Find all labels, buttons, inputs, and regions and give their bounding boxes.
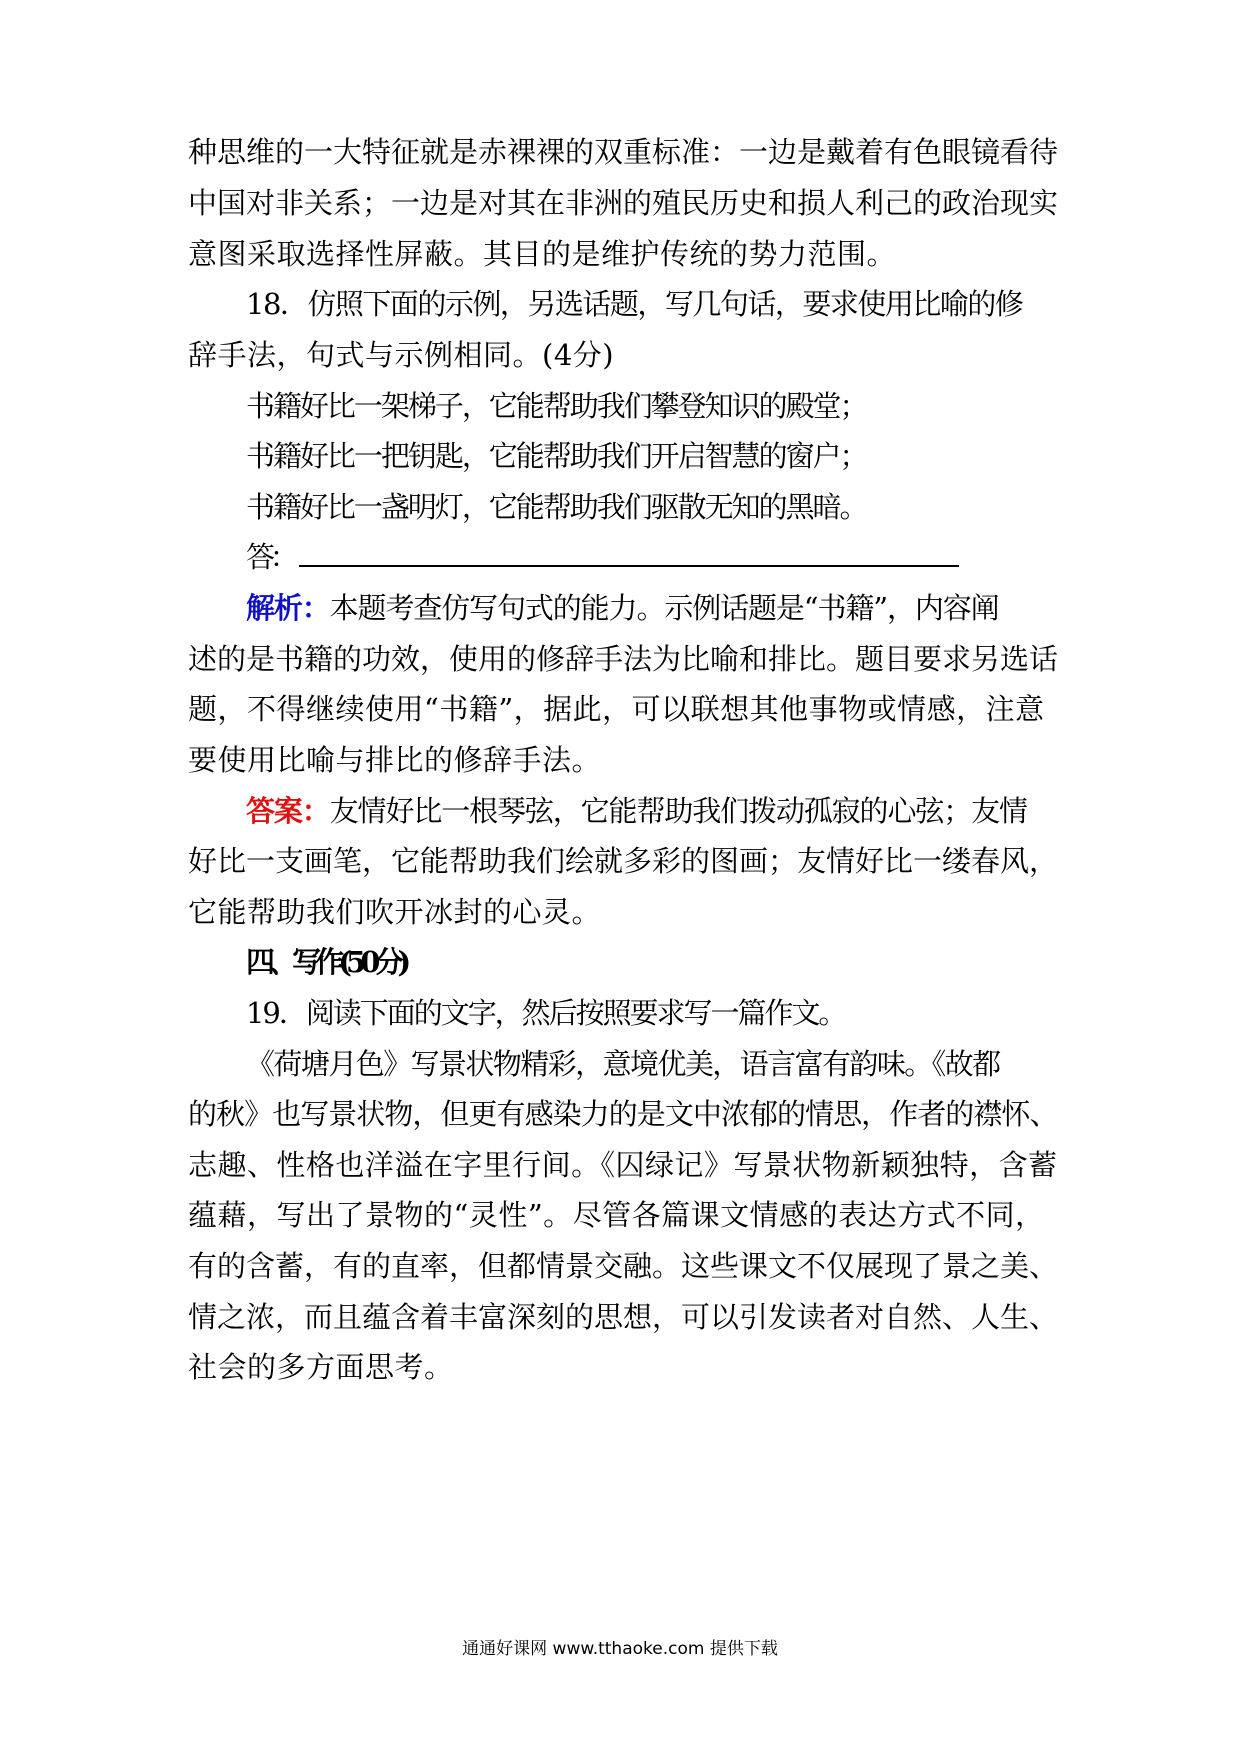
prompt-line: 社会的多方面思考。	[188, 1350, 454, 1384]
paragraph-line: 中国对非关系；一边是对其在非洲的殖民历史和损人利己的政治现实	[188, 186, 1059, 220]
answer-line: 好比一支画笔，它能帮助我们绘就多彩的图画；友情好比一缕春风，	[188, 844, 1059, 878]
analysis-line	[246, 588, 1116, 628]
answer-blank-row	[246, 537, 1116, 577]
prompt-line: 的秋》也写景状物，但更有感染力的是文中浓郁的情思，作者的襟怀、	[188, 1097, 1058, 1131]
answer-label: 答：	[246, 540, 294, 574]
prompt-line: 《荷塘月色》写景状物精彩，意境优美，语言富有韵味。《故都	[246, 1047, 1000, 1081]
analysis-line: 要使用比喻与排比的修辞手法。	[188, 743, 602, 777]
example-line: 书籍好比一盏明灯，它能帮助我们驱散无知的黑暗。	[246, 490, 867, 524]
prompt-line: 有的含蓄，有的直率，但都情景交融。这些课文不仅展现了景之美、	[188, 1249, 1059, 1283]
analysis-label: 解析：	[246, 591, 330, 625]
answer-underline	[299, 539, 959, 567]
example-line: 书籍好比一架梯子，它能帮助我们攀登知识的殿堂；	[246, 389, 867, 423]
answer-line: 它能帮助我们吹开冰封的心灵。	[188, 895, 602, 929]
prompt-line: 蕴藉，写出了景物的“灵性”。尽管各篇课文情感的表达方式不同，	[188, 1198, 1045, 1232]
question-18-line: 辞手法，句式与示例相同。(4分)	[188, 338, 615, 372]
example-line: 书籍好比一把钥匙，它能帮助我们开启智慧的窗户；	[246, 439, 867, 473]
answer-line	[246, 791, 1116, 831]
answer-text: 友情好比一根琴弦，它能帮助我们拨动孤寂的心弦；友情	[329, 794, 1027, 828]
analysis-line: 题，不得继续使用“书籍”，据此，可以联想其他事物或情感，注意	[188, 692, 1045, 726]
question-19-line: 19．阅读下面的文字，然后按照要求写一篇作文。	[246, 996, 846, 1030]
prompt-line: 志趣、性格也洋溢在字里行间。《囚绿记》写景状物新颖独特，含蓄	[188, 1148, 1058, 1182]
paragraph-line: 意图采取选择性屏蔽。其目的是维护传统的势力范围。	[188, 237, 897, 271]
analysis-line: 述的是书籍的功效，使用的修辞手法为比喻和排比。题目要求另选话	[188, 642, 1059, 676]
answer-key-label: 答案：	[246, 794, 330, 828]
question-18-line: 18．仿照下面的示例，另选话题，写几句话，要求使用比喻的修	[246, 287, 1023, 321]
prompt-line: 情之浓，而且蕴含着丰富深刻的思想，可以引发读者对自然、人生、	[188, 1300, 1059, 1334]
section-heading: 四、写作(50分)	[246, 945, 406, 979]
paragraph-line: 种思维的一大特征就是赤裸裸的双重标准：一边是戴着有色眼镜看待	[188, 135, 1059, 169]
page-footer: 通通好课网 www.tthaoke.com 提供下载	[462, 1639, 778, 1659]
analysis-text: 本题考查仿写句式的能力。示例话题是“书籍”，内容阐	[329, 591, 999, 625]
